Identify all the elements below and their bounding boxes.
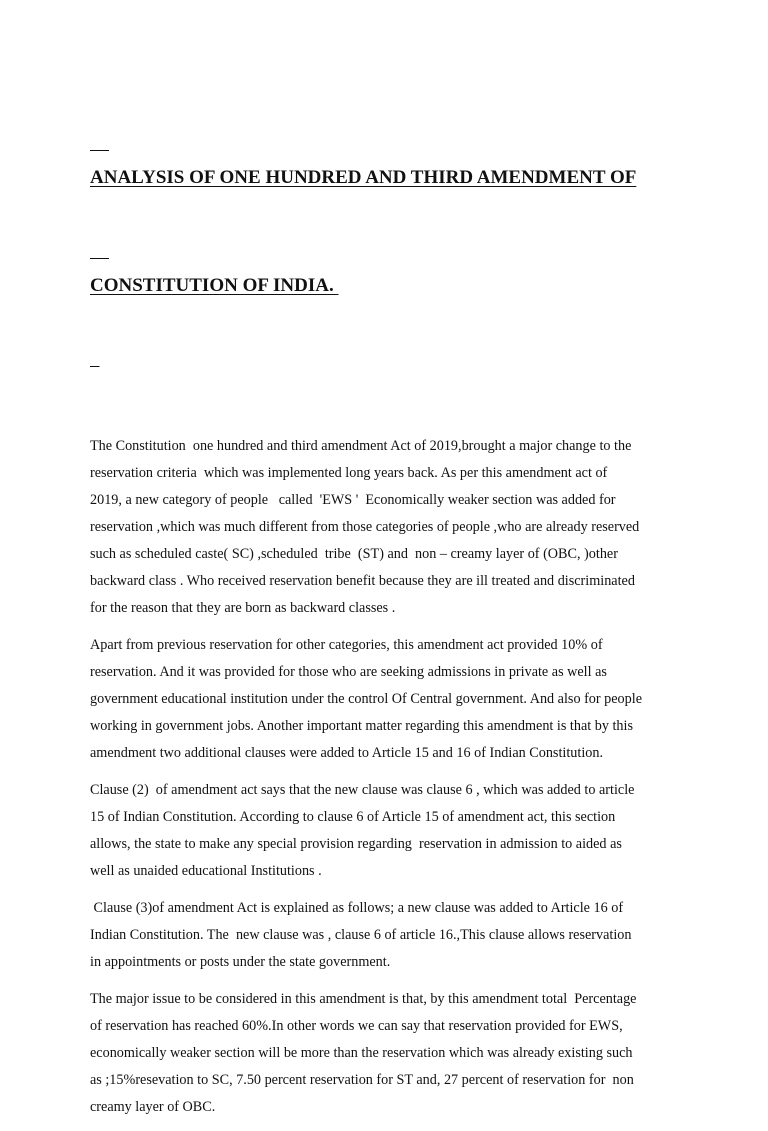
text-line: Indian Constitution. The new clause was , clause 6 of article 16.,This clause allows reservation [90,927,632,943]
text-line: working in government jobs. Another important matter regarding this amendment is that by this [90,718,633,734]
text-line: Clause (3)of amendment Act is explained as follows; a new clause was added to Article 16 of [90,900,624,916]
text-line: amendment two additional clauses were added to Article 15 and 16 of Indian Constitution. [90,745,603,761]
title-line: ANALYSIS OF ONE HUNDRED AND THIRD AMENDMENT OF [90,167,637,188]
text-line: The major issue to be considered in this amendment is that, by this amendment total Percentage [90,991,637,1007]
text-line: reservation. And it was provided for those who are seeking admissions in private as well as [90,664,607,680]
text-line: reservation criteria which was implemented long years back. As per this amendment act of [90,465,608,481]
paragraph-5 [90,986,685,1121]
text-line: well as unaided educational Institutions . [90,863,322,879]
text-line: as ;15%resevation to SC, 7.50 percent reservation for ST and, 27 percent of reservation for non [90,1072,634,1088]
title-line: CONSTITUTION OF INDIA. [90,275,339,296]
document-page [90,88,685,1131]
text-line: Apart from previous reservation for other categories, this amendment act provided 10% of [90,637,603,653]
text-line: The Constitution one hundred and third amendment Act of 2019,brought a major change to the [90,438,632,454]
text-line: Clause (2) of amendment act says that the new clause was clause 6 , which was added to article [90,782,635,798]
paragraph-2 [90,632,685,767]
text-line: reservation ,which was much different from those categories of people ,who are already reserved [90,519,640,535]
paragraph-4 [90,895,685,976]
text-line: economically weaker section will be more than the reservation which was already existing such [90,1045,633,1061]
text-line: in appointments or posts under the state government. [90,954,391,970]
text-line: 2019, a new category of people called 'EWS ' Economically weaker section was added for [90,492,616,508]
paragraph-1 [90,433,685,622]
text-line: of reservation has reached 60%.In other words we can say that reservation provided for EWS, [90,1018,623,1034]
text-line: backward class . Who received reservation benefit because they are ill treated and discriminated [90,573,635,589]
text-line: such as scheduled caste( SC) ,scheduled tribe (ST) and non – creamy layer of (OBC, )other [90,546,618,562]
document-title [90,88,685,376]
text-line: 15 of Indian Constitution. According to clause 6 of Article 15 of amendment act, this section [90,809,616,825]
text-line: creamy layer of OBC. [90,1099,216,1115]
text-line: for the reason that they are born as backward classes . [90,600,396,616]
paragraph-3 [90,777,685,885]
text-line: allows, the state to make any special provision regarding reservation in admission to aided as [90,836,622,852]
text-line: government educational institution under the control Of Central government. And also for people [90,691,642,707]
